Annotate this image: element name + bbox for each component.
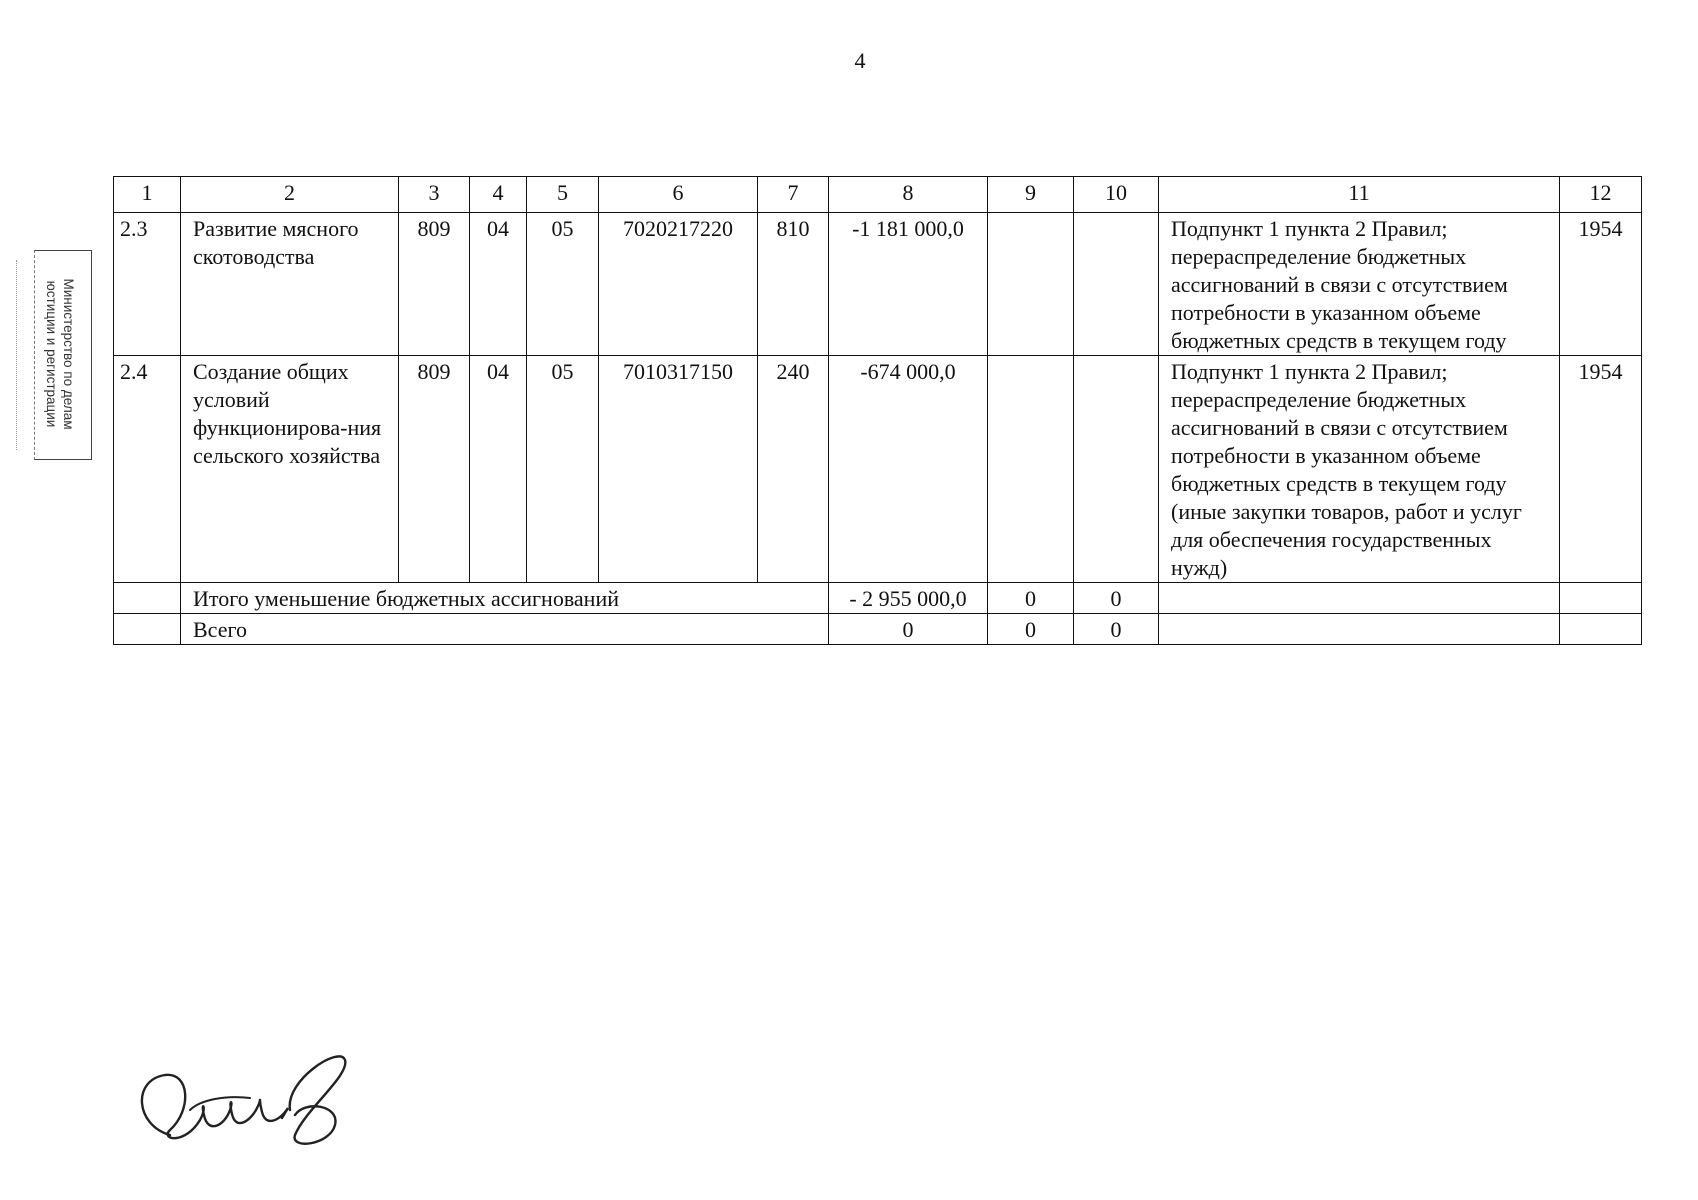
budget-allocation-table — [113, 176, 1642, 645]
header-cell: 5 — [527, 177, 599, 213]
header-cell: 11 — [1159, 177, 1560, 213]
empty-cell — [114, 583, 181, 614]
registration-stamp — [14, 250, 96, 465]
cell-code: 1954 — [1560, 213, 1642, 356]
total-col9: 0 — [988, 614, 1074, 645]
header-cell: 2 — [181, 177, 399, 213]
total-decrease-row — [114, 583, 1642, 614]
header-cell: 6 — [599, 177, 758, 213]
cell-code: 1954 — [1560, 356, 1642, 583]
empty-cell — [1560, 614, 1642, 645]
cell-amount: -674 000,0 — [829, 356, 988, 583]
header-cell: 3 — [399, 177, 470, 213]
header-cell: 1 — [114, 177, 181, 213]
table-header-row — [114, 177, 1642, 213]
row-name: Создание общих условий функционирова-ния сельского хозяйства — [181, 356, 399, 583]
row-number: 2.4 — [114, 356, 181, 583]
row-number: 2.3 — [114, 213, 181, 356]
header-cell: 12 — [1560, 177, 1642, 213]
header-cell: 8 — [829, 177, 988, 213]
empty-cell — [1159, 583, 1560, 614]
cell-col9 — [988, 356, 1074, 583]
stamp-line-2: юстиции и регистрации — [44, 280, 59, 428]
cell-expense-type: 810 — [758, 213, 829, 356]
cell-expense-type: 240 — [758, 356, 829, 583]
cell-subsection: 05 — [527, 356, 599, 583]
empty-cell — [114, 614, 181, 645]
cell-section: 04 — [470, 356, 527, 583]
cell-col10 — [1074, 356, 1159, 583]
total-decrease-amount: - 2 955 000,0 — [829, 583, 988, 614]
handwritten-signature — [130, 1040, 360, 1160]
cell-amount: -1 181 000,0 — [829, 213, 988, 356]
row-name: Развитие мясного скотоводства — [181, 213, 399, 356]
cell-col10 — [1074, 213, 1159, 356]
table-row — [114, 356, 1642, 583]
header-cell: 7 — [758, 177, 829, 213]
total-decrease-col9: 0 — [988, 583, 1074, 614]
table-row — [114, 213, 1642, 356]
cell-subsection: 05 — [527, 213, 599, 356]
total-col10: 0 — [1074, 614, 1159, 645]
cell-col9 — [988, 213, 1074, 356]
total-decrease-label: Итого уменьшение бюджетных ассигнований — [181, 583, 829, 614]
header-cell: 10 — [1074, 177, 1159, 213]
stamp-line-1: Министерство по делам — [61, 278, 76, 430]
cell-basis: Подпункт 1 пункта 2 Правил; перераспределение бюджетных ассигнований в связи с отсутствием потребности в указанном объеме бюджетных средств в текущем году (иные закупки товаров, работ и услуг для обеспечения государственных нужд) — [1159, 356, 1560, 583]
stamp-text — [43, 252, 77, 457]
total-label: Всего — [181, 614, 829, 645]
total-decrease-col10: 0 — [1074, 583, 1159, 614]
empty-cell — [1560, 583, 1642, 614]
cell-ministry-code: 809 — [399, 356, 470, 583]
cell-target-article: 7010317150 — [599, 356, 758, 583]
header-cell: 4 — [470, 177, 527, 213]
total-row — [114, 614, 1642, 645]
empty-cell — [1159, 614, 1560, 645]
cell-ministry-code: 809 — [399, 213, 470, 356]
cell-target-article: 7020217220 — [599, 213, 758, 356]
page-number: 4 — [854, 48, 866, 73]
cell-basis: Подпункт 1 пункта 2 Правил; перераспределение бюджетных ассигнований в связи с отсутствием потребности в указанном объеме бюджетных средств в текущем году — [1159, 213, 1560, 356]
cell-section: 04 — [470, 213, 527, 356]
stamp-dotted-line — [16, 260, 27, 450]
total-amount: 0 — [829, 614, 988, 645]
header-cell: 9 — [988, 177, 1074, 213]
